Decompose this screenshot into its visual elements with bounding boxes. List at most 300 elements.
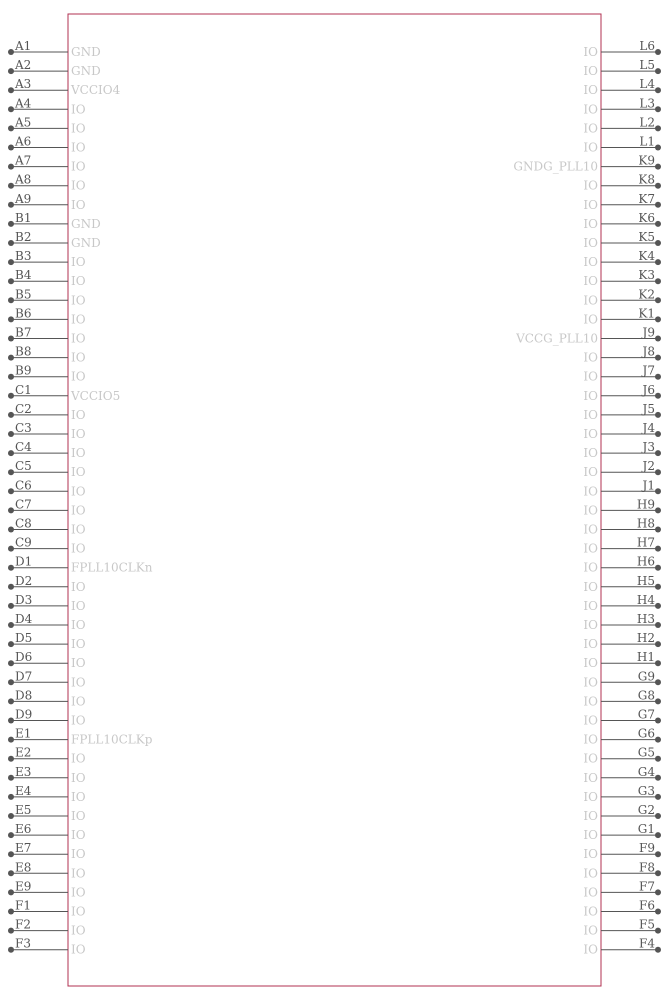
pin-end-dot: [8, 49, 14, 55]
pin-number: D7: [15, 669, 33, 684]
pin-number: H7: [636, 535, 655, 550]
pin-number: E7: [15, 841, 32, 856]
pin-label: IO: [583, 293, 598, 308]
pin-f6: [583, 899, 661, 919]
pin-number: G6: [637, 726, 655, 741]
pin-j5: [583, 402, 661, 422]
pin-number: J1: [642, 478, 655, 493]
pin-end-dot: [8, 507, 14, 513]
pin-label: IO: [71, 446, 86, 461]
pin-label: IO: [583, 675, 598, 690]
pin-label: IO: [71, 770, 86, 785]
pin-number: G4: [637, 764, 655, 779]
pin-l1: [583, 135, 661, 155]
pin-end-dot: [8, 393, 14, 399]
pin-end-dot: [655, 469, 661, 475]
pin-end-dot: [655, 813, 661, 819]
pin-number: C1: [15, 382, 32, 397]
pin-number: J3: [642, 440, 655, 455]
pin-label: GND: [71, 64, 101, 79]
pin-label: IO: [71, 427, 86, 441]
pin-label: IO: [583, 904, 598, 919]
left-pin-group: [8, 39, 153, 957]
pin-b4: [8, 268, 86, 288]
pin-end-dot: [655, 756, 661, 762]
pin-h4: [583, 593, 661, 613]
pin-c5: [8, 459, 86, 479]
pin-f3: [8, 937, 86, 957]
pin-label: IO: [583, 388, 598, 403]
pin-a6: [8, 135, 86, 155]
pin-end-dot: [655, 202, 661, 208]
pin-d1: [8, 555, 153, 575]
pin-label: GND: [71, 236, 101, 250]
pin-b7: [8, 326, 86, 346]
pin-label: IO: [71, 675, 86, 690]
pin-label: IO: [71, 465, 86, 480]
pin-f9: [583, 841, 661, 861]
pin-g5: [583, 746, 661, 766]
pin-label: IO: [583, 598, 598, 613]
pin-c2: [8, 402, 86, 422]
pin-end-dot: [655, 125, 661, 131]
pin-number: A5: [15, 115, 32, 130]
pin-number: G3: [637, 783, 655, 798]
pin-number: A9: [15, 191, 32, 206]
pin-b8: [8, 345, 86, 365]
pin-g4: [583, 765, 661, 785]
pin-end-dot: [655, 183, 661, 189]
pin-number: F3: [15, 936, 31, 951]
pin-e3: [8, 765, 86, 785]
pin-end-dot: [655, 679, 661, 685]
pin-label: IO: [583, 847, 598, 862]
pin-g9: [583, 669, 661, 689]
pin-number: E5: [15, 803, 32, 817]
pin-number: J9: [642, 325, 655, 340]
pin-l4: [583, 77, 661, 97]
pin-end-dot: [655, 374, 661, 380]
pin-end-dot: [655, 718, 661, 724]
pin-number: H9: [636, 497, 655, 512]
pin-label: IO: [71, 828, 86, 843]
pin-label: IO: [583, 121, 598, 136]
pin-a9: [8, 192, 86, 212]
pin-label: IO: [583, 866, 598, 881]
pin-a4: [8, 96, 86, 116]
pin-label: IO: [71, 904, 86, 919]
pin-label: IO: [583, 236, 598, 250]
pin-k1: [583, 306, 661, 326]
pin-end-dot: [655, 412, 661, 418]
pin-e2: [8, 746, 86, 766]
pin-end-dot: [655, 68, 661, 74]
pin-b6: [8, 306, 86, 326]
pin-label: IO: [71, 140, 86, 155]
pin-k3: [583, 268, 661, 288]
pin-end-dot: [8, 546, 14, 552]
pin-c4: [8, 440, 86, 460]
pin-number: K2: [638, 287, 655, 302]
pin-number: C8: [15, 516, 32, 531]
pin-number: K8: [638, 172, 655, 187]
pin-end-dot: [655, 641, 661, 647]
pin-k6: [583, 211, 661, 231]
pin-label: IO: [71, 847, 86, 862]
pin-end-dot: [8, 756, 14, 762]
pin-label: IO: [71, 159, 86, 174]
pin-k9: [513, 154, 661, 174]
pin-label: IO: [583, 216, 598, 231]
pin-number: L6: [639, 39, 655, 53]
pin-a3: [8, 77, 121, 97]
pin-number: A2: [15, 58, 32, 73]
pin-number: C3: [15, 421, 32, 435]
pin-label: IO: [583, 885, 598, 900]
pin-j9: [515, 326, 661, 346]
pin-d2: [8, 574, 86, 594]
pin-label: IO: [71, 923, 86, 938]
pin-end-dot: [655, 928, 661, 934]
pin-label: IO: [71, 369, 86, 384]
pin-number: H1: [636, 650, 655, 665]
pin-number: D5: [15, 631, 33, 646]
pin-h6: [583, 555, 661, 575]
pin-number: B1: [15, 210, 32, 225]
pin-label: IO: [583, 255, 598, 270]
pin-number: C9: [15, 535, 32, 550]
pin-c7: [8, 497, 86, 517]
pin-number: F4: [639, 936, 655, 951]
pin-label: IO: [583, 64, 598, 79]
pin-label: IO: [583, 713, 598, 728]
pin-number: K6: [638, 210, 655, 225]
pin-end-dot: [8, 355, 14, 361]
pin-number: K5: [638, 230, 655, 244]
pin-b5: [8, 287, 86, 307]
pin-end-dot: [8, 412, 14, 418]
pin-label: VCCG_PLL10: [516, 331, 598, 346]
pin-label: IO: [71, 885, 86, 900]
pin-end-dot: [8, 794, 14, 800]
pin-end-dot: [655, 660, 661, 666]
pin-label: GND: [71, 216, 101, 231]
pin-number: H3: [636, 612, 655, 626]
pin-number: C7: [15, 497, 32, 512]
pin-l6: [583, 39, 661, 59]
pin-end-dot: [655, 355, 661, 361]
pin-end-dot: [8, 603, 14, 609]
pin-label: IO: [71, 350, 86, 365]
pin-label: IO: [71, 121, 86, 136]
pin-label: GNDG_PLL10: [513, 159, 598, 174]
pin-end-dot: [8, 565, 14, 571]
pin-label: IO: [583, 407, 598, 422]
pin-label: IO: [583, 770, 598, 785]
pin-j4: [583, 421, 661, 441]
pin-number: J7: [642, 363, 655, 378]
pin-end-dot: [8, 584, 14, 590]
pin-end-dot: [655, 565, 661, 571]
pin-d4: [8, 612, 86, 632]
pin-a2: [8, 58, 101, 78]
pin-f8: [583, 860, 661, 880]
pin-label: VCCIO5: [71, 388, 121, 403]
pin-end-dot: [655, 145, 661, 151]
pin-label: IO: [583, 484, 598, 499]
pin-label: IO: [583, 828, 598, 843]
pin-number: L4: [639, 77, 655, 92]
pin-number: J2: [642, 459, 655, 474]
pin-end-dot: [655, 336, 661, 342]
pin-end-dot: [655, 527, 661, 533]
pin-label: IO: [71, 866, 86, 881]
pin-number: J6: [642, 382, 655, 397]
pin-end-dot: [8, 374, 14, 380]
pin-d8: [8, 688, 86, 708]
pin-label: IO: [583, 923, 598, 938]
pin-j8: [583, 345, 661, 365]
pin-number: B5: [15, 287, 32, 302]
pin-label: IO: [71, 274, 86, 289]
pin-end-dot: [8, 336, 14, 342]
pin-number: E9: [15, 879, 32, 894]
pin-end-dot: [8, 469, 14, 475]
pin-number: D1: [15, 554, 33, 569]
pin-number: D9: [15, 707, 33, 722]
pin-a8: [8, 173, 86, 193]
pin-g1: [583, 822, 661, 842]
pin-end-dot: [655, 431, 661, 437]
pin-label: IO: [71, 484, 86, 499]
pin-e5: [8, 803, 86, 823]
pin-end-dot: [8, 718, 14, 724]
pin-g8: [583, 688, 661, 708]
pin-number: E8: [15, 860, 32, 875]
pin-label: IO: [71, 178, 86, 193]
pin-c6: [8, 478, 86, 498]
pin-end-dot: [655, 737, 661, 743]
pin-label: IO: [583, 465, 598, 480]
pin-number: D6: [15, 650, 33, 665]
pin-end-dot: [655, 603, 661, 609]
pin-label: IO: [71, 789, 86, 804]
pin-number: L2: [639, 115, 655, 130]
pin-number: H4: [636, 592, 655, 607]
pin-d5: [8, 631, 86, 651]
pin-label: IO: [583, 694, 598, 709]
pin-h1: [583, 650, 661, 670]
pin-j7: [583, 364, 661, 384]
pin-number: L1: [639, 134, 655, 149]
pin-number: F5: [639, 917, 655, 932]
pin-e8: [8, 860, 86, 880]
pin-number: A8: [15, 172, 32, 187]
pin-end-dot: [655, 240, 661, 246]
pin-end-dot: [8, 68, 14, 74]
pin-f7: [583, 879, 661, 899]
pin-number: C4: [15, 440, 32, 455]
pin-end-dot: [8, 870, 14, 876]
pin-number: B6: [15, 306, 32, 321]
pin-end-dot: [655, 316, 661, 322]
pin-c9: [8, 536, 86, 556]
pin-end-dot: [8, 106, 14, 112]
pin-end-dot: [655, 87, 661, 93]
pin-a5: [8, 115, 86, 135]
pin-k7: [583, 192, 661, 212]
pin-end-dot: [8, 183, 14, 189]
pin-b3: [8, 249, 86, 269]
pin-end-dot: [655, 698, 661, 704]
pin-c1: [8, 383, 120, 403]
pin-label: IO: [583, 45, 598, 59]
pin-number: D4: [15, 612, 33, 626]
pin-end-dot: [8, 125, 14, 131]
pin-label: IO: [583, 522, 598, 537]
pin-number: G9: [637, 669, 655, 684]
pin-number: K9: [638, 153, 655, 168]
pin-l2: [583, 115, 661, 135]
pin-number: H8: [636, 516, 655, 531]
pin-end-dot: [8, 928, 14, 934]
pin-number: C5: [15, 459, 32, 474]
pin-h9: [583, 497, 661, 517]
pin-g3: [583, 784, 661, 804]
pin-number: B2: [15, 230, 32, 244]
pin-label: GND: [71, 45, 101, 59]
pin-d9: [8, 708, 86, 728]
pin-end-dot: [8, 947, 14, 953]
pin-label: IO: [71, 656, 86, 671]
pin-end-dot: [8, 202, 14, 208]
pin-number: E2: [15, 745, 32, 760]
pin-end-dot: [655, 106, 661, 112]
pin-number: F8: [639, 860, 655, 875]
pin-number: C6: [15, 478, 32, 493]
pin-h8: [583, 517, 661, 537]
pin-label: IO: [71, 503, 86, 518]
pin-end-dot: [8, 889, 14, 895]
pin-end-dot: [8, 698, 14, 704]
pin-end-dot: [655, 49, 661, 55]
pin-number: K1: [638, 306, 655, 321]
pin-label: IO: [71, 598, 86, 613]
pin-label: IO: [583, 618, 598, 632]
pin-b2: [8, 230, 101, 250]
pin-end-dot: [655, 393, 661, 399]
pin-end-dot: [8, 909, 14, 915]
pin-label: IO: [583, 369, 598, 384]
pin-k8: [583, 173, 661, 193]
pin-end-dot: [655, 584, 661, 590]
pin-label: IO: [583, 446, 598, 461]
pin-number: A7: [15, 153, 32, 168]
pin-number: D8: [15, 688, 33, 703]
pin-g2: [583, 803, 661, 823]
pin-h7: [583, 536, 661, 556]
pin-number: A1: [15, 39, 32, 53]
pin-number: H5: [636, 573, 655, 588]
pin-end-dot: [8, 488, 14, 494]
pin-label: IO: [71, 713, 86, 728]
pin-label: IO: [71, 637, 86, 652]
pin-number: D2: [15, 573, 33, 588]
pin-e6: [8, 822, 86, 842]
pin-end-dot: [655, 851, 661, 857]
pin-k5: [583, 230, 661, 250]
pin-number: J8: [642, 344, 655, 359]
pin-label: IO: [71, 809, 86, 823]
pin-label: IO: [71, 255, 86, 270]
pin-label: IO: [583, 751, 598, 766]
pin-b9: [8, 364, 86, 384]
pin-label: IO: [71, 618, 86, 632]
pin-end-dot: [655, 221, 661, 227]
pin-number: A3: [15, 77, 32, 92]
pin-label: IO: [71, 407, 86, 422]
pin-number: B3: [15, 249, 32, 264]
pin-end-dot: [8, 527, 14, 533]
pin-k2: [583, 287, 661, 307]
pin-g6: [583, 727, 661, 747]
pin-label: IO: [71, 541, 86, 556]
pin-number: G8: [637, 688, 655, 703]
pin-number: G7: [637, 707, 655, 722]
pin-number: E1: [15, 726, 32, 741]
pin-label: FPLL10CLKn: [71, 560, 153, 575]
pin-j3: [583, 440, 661, 460]
pin-end-dot: [8, 679, 14, 685]
pin-end-dot: [8, 240, 14, 246]
pin-label: IO: [583, 560, 598, 575]
pin-number: A6: [15, 134, 32, 149]
pin-number: H2: [636, 631, 655, 646]
pin-number: L5: [639, 58, 655, 73]
pin-number: F6: [639, 898, 655, 913]
pin-label: IO: [583, 312, 598, 327]
pin-label: FPLL10CLKp: [71, 732, 153, 747]
pin-end-dot: [8, 737, 14, 743]
pin-number: H6: [636, 554, 655, 569]
pin-e1: [8, 727, 153, 747]
pin-end-dot: [655, 775, 661, 781]
pin-end-dot: [8, 145, 14, 151]
pin-number: B4: [15, 268, 32, 283]
pin-label: IO: [583, 732, 598, 747]
pin-c3: [8, 421, 86, 441]
pin-label: IO: [583, 637, 598, 652]
pin-number: A4: [15, 96, 32, 111]
pin-number: F1: [15, 898, 31, 913]
pin-number: B8: [15, 344, 32, 359]
pin-label: IO: [583, 541, 598, 556]
pin-label: IO: [71, 102, 86, 117]
pin-l3: [583, 96, 661, 116]
pin-d3: [8, 593, 86, 613]
pin-number: B9: [15, 363, 32, 378]
pin-end-dot: [8, 622, 14, 628]
pin-number: E4: [15, 783, 32, 798]
pin-label: IO: [583, 579, 598, 594]
pin-label: IO: [583, 656, 598, 671]
pin-end-dot: [8, 832, 14, 838]
pin-label: IO: [71, 293, 86, 308]
pin-end-dot: [8, 641, 14, 647]
pin-end-dot: [8, 297, 14, 303]
pin-label: IO: [583, 197, 598, 212]
pin-number: K4: [638, 249, 655, 264]
